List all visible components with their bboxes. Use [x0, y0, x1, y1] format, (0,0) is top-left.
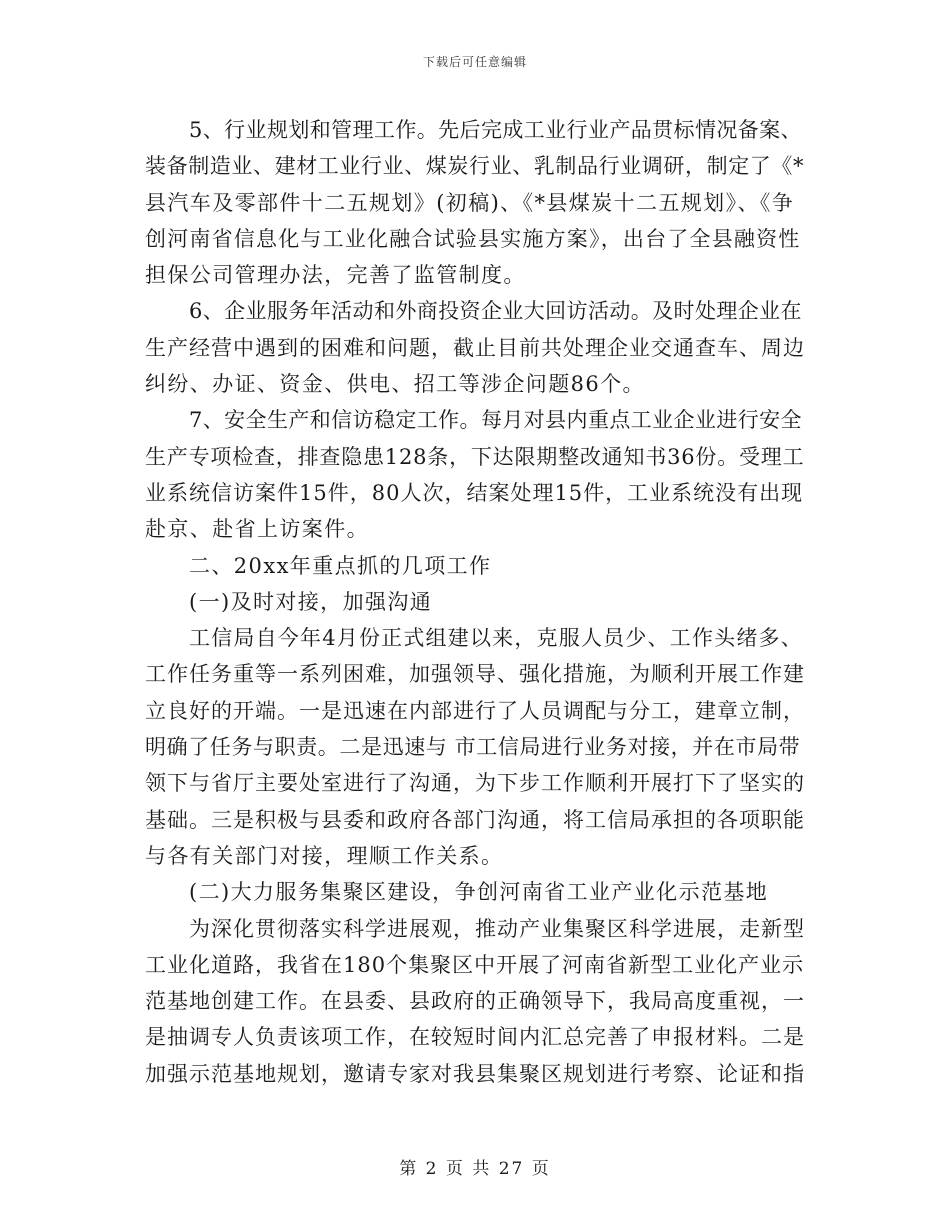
text-line: 6、企业服务年活动和外商投资企业大回访活动。及时处理企业在 — [189, 299, 802, 324]
text-line: 7、安全生产和信访稳定工作。每月对县内重点工业企业进行安全 — [189, 408, 802, 433]
document-body — [145, 112, 805, 1092]
text-line: 生产经营中遇到的困难和问题，截止目前共处理企业交通查车、周边 — [145, 335, 805, 360]
text-line: 工作任务重等一系列困难，加强领导、强化措施，为顺利开展工作建 — [145, 662, 805, 687]
text-line: 立良好的开端。一是迅速在内部进行了人员调配与分工，建章立制， — [145, 698, 805, 723]
text-line: (二)大力服务集聚区建设，争创河南省工业产业化示范基地 — [189, 880, 769, 905]
text-line: 为深化贯彻落实科学进展观，推动产业集聚区科学进展，走新型 — [189, 916, 805, 941]
text-line: 范基地创建工作。在县委、县政府的正确领导下，我局高度重视，一 — [145, 989, 805, 1014]
text-line: 与各有关部门对接，理顺工作关系。 — [145, 843, 504, 868]
text-line: 担保公司管理办法，完善了监管制度。 — [145, 263, 526, 288]
text-line: 是抽调专人负责该项工作，在较短时间内汇总完善了申报材料。二是 — [145, 1025, 805, 1050]
text-line: 5、行业规划和管理工作。先后完成工业行业产品贯标情况备案、 — [189, 118, 802, 142]
text-line: 领下与省厅主要处室进行了沟通，为下步工作顺利开展打下了坚实的 — [145, 771, 805, 796]
page-footer: 第 2 页 共 27 页 — [399, 1159, 551, 1179]
text-line: 工信局自今年4月份正式组建以来，克服人员少、工作头绪多、 — [189, 626, 803, 651]
text-line: 二、20xx年重点抓的几项工作 — [189, 553, 492, 578]
text-line: 基础。三是积极与县委和政府各部门沟通，将工信局承担的各项职能 — [145, 807, 805, 832]
text-line: 明确了任务与职责。二是迅速与 市工信局进行业务对接，并在市局带 — [145, 735, 801, 760]
text-line: 装备制造业、建材工业行业、煤炭行业、乳制品行业调研，制定了《* — [145, 154, 805, 179]
page-header: 下载后可任意编辑 — [422, 55, 527, 69]
text-line: 加强示范基地规划，邀请专家对我县集聚区规划进行考察、论证和指 — [145, 1061, 805, 1086]
text-line: 生产专项检查，排查隐患128条，下达限期整改通知书36份。受理工 — [145, 444, 805, 469]
text-line: 工业化道路，我省在180个集聚区中开展了河南省新型工业化产业示 — [145, 952, 805, 977]
text-line: (一)及时对接，加强沟通 — [189, 589, 433, 614]
text-line: 纠纷、办证、资金、供电、招工等涉企问题86个。 — [145, 372, 645, 397]
text-line: 县汽车及零部件十二五规划》(初稿)、《*县煤炭十二五规划》、《争 — [145, 190, 795, 215]
text-line: 创河南省信息化与工业化融合试验县实施方案》，出台了全县融资性 — [145, 226, 801, 251]
text-line: 业系统信访案件15件，80人次，结案处理15件，工业系统没有出现 — [145, 480, 804, 505]
text-line: 赴京、赴省上访案件。 — [145, 517, 369, 542]
